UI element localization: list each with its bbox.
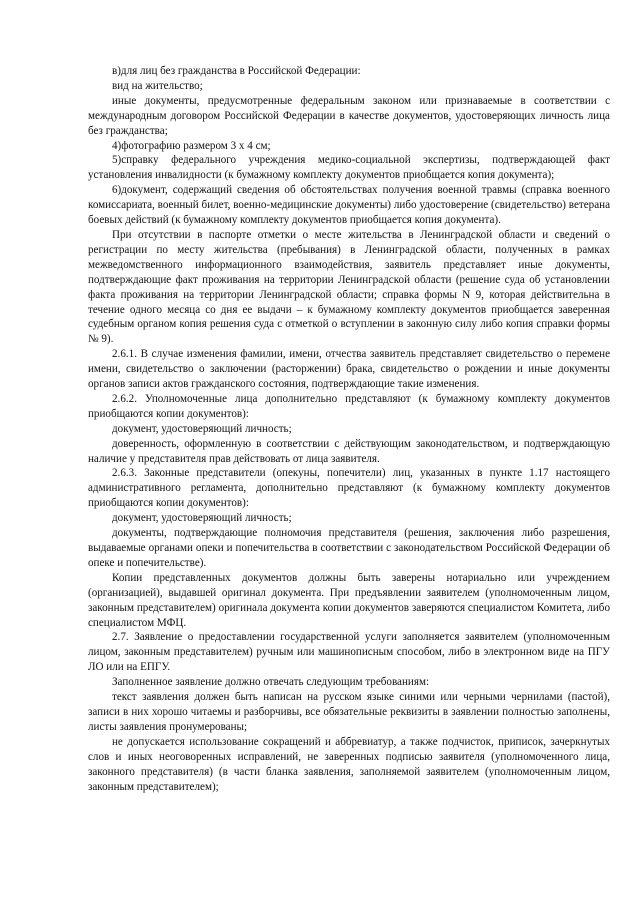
paragraph: документ, удостоверяющий личность; (112, 422, 292, 435)
paragraph: документы, подтверждающие полномочия представителя (решения, заключения либо разрешения, выдаваемые органами опеки и попечительства в соответствии с законодательством Российской Федерации об опеке и попечительстве). (88, 527, 610, 569)
paragraph: Заполненное заявление должно отвечать следующим требованиям: (112, 676, 430, 689)
paragraph: 4)фотографию размером 3 х 4 см; (112, 139, 271, 152)
paragraph: 2.6.1. В случае изменения фамилии, имени, отчества заявитель представляет свидетельство о перемене имени, свидетельство о заключении (расторжении) брака, свидетельство о рождении и иные документы органов записи актов гражданского состояния, подтверждающие такие изменения. (88, 348, 610, 391)
paragraph: 2.6.3. Законные представители (опекуны, попечители) лиц, указанных в пункте 1.17 настоящего административного регламента, дополнительно представляют (к бумажному комплекту документов приобщаются копии документов): (88, 467, 610, 510)
paragraph: При отсутствии в паспорте отметки о месте жительства в Ленинградской области и сведений о регистрации по месту жительства (пребывания) в Ленинградской области, полученных в рамках межведомственного информационного взаимодействия, заявитель представляет иные документы, подтверждающие факт проживания на территории Ленинградской области (решение суда об установлении факта проживания на территории Ленинградской области; справка формы N 9, которая действительна в течение одного месяца со дня ее выдачи – к бумажному комплекту документов приобщается заверенная судебным органом копия решения суда с отметкой о вступлении в законную силу либо копия справки формы № 9). (88, 228, 610, 346)
document-page (88, 64, 610, 794)
paragraph: не допускается использование сокращений и аббревиатур, а также подчисток, приписок, зачеркнутых слов и иных неоговоренных исправлений, не заверенных подписью заявителя (уполномоченного лица, законного представителя) (в части бланка заявления, заполняемой заявителем (уполномоченным лицом, законным представителем); (88, 735, 610, 793)
paragraph: доверенность, оформленную в соответствии с действующим законодательством, и подтверждающую наличие у представителя прав действовать от лица заявителя. (88, 437, 610, 465)
paragraph: 6)документ, содержащий сведения об обстоятельствах получения военной травмы (справка военного комиссариата, военный билет, военно-медицинские документы) либо удостоверение (свидетельство) ветерана боевых действий (к бумажному комплекту документов приобщается копия документа). (88, 184, 610, 227)
paragraph: иные документы, предусмотренные федеральным законом или признаваемые в соответствии с международным договором Российской Федерации в качестве документов, удостоверяющих личность лица без гражданства; (88, 94, 610, 137)
paragraph: 2.7. Заявление о предоставлении государственной услуги заполняется заявителем (уполномоченным лицом, законным представителем) ручным или машинописным способом, либо в электронном виде на ПГУ ЛО или на ЕПГУ. (88, 631, 610, 674)
paragraph: документ, удостоверяющий личность; (112, 512, 292, 525)
paragraph: 2.6.2. Уполномоченные лица дополнительно представляют (к бумажному комплекту документов приобщаются копии документов): (88, 392, 610, 420)
paragraph: вид на жительство; (112, 79, 203, 92)
paragraph: 5)справку федерального учреждения медико-социальной экспертизы, подтверждающей факт установления инвалидности (к бумажному комплекту документов приобщается копия документа); (88, 154, 610, 182)
paragraph: в)для лиц без гражданства в Российской Федерации: (112, 65, 361, 77)
paragraph: Копии представленных документов должны быть заверены нотариально или учреждением (организацией), выдавшей оригинал документа. При предъявлении заявителем (уполномоченным лицом, законным представителем) оригинала документа копии документов заверяются специалистом Комитета, либо специалистом МФЦ. (88, 571, 610, 629)
paragraph: текст заявления должен быть написан на русском языке синими или черными чернилами (пастой), записи в них хорошо читаемы и разборчивы, все обязательные реквизиты в заявлении полностью заполнены, листы заявления пронумерованы; (88, 691, 610, 733)
